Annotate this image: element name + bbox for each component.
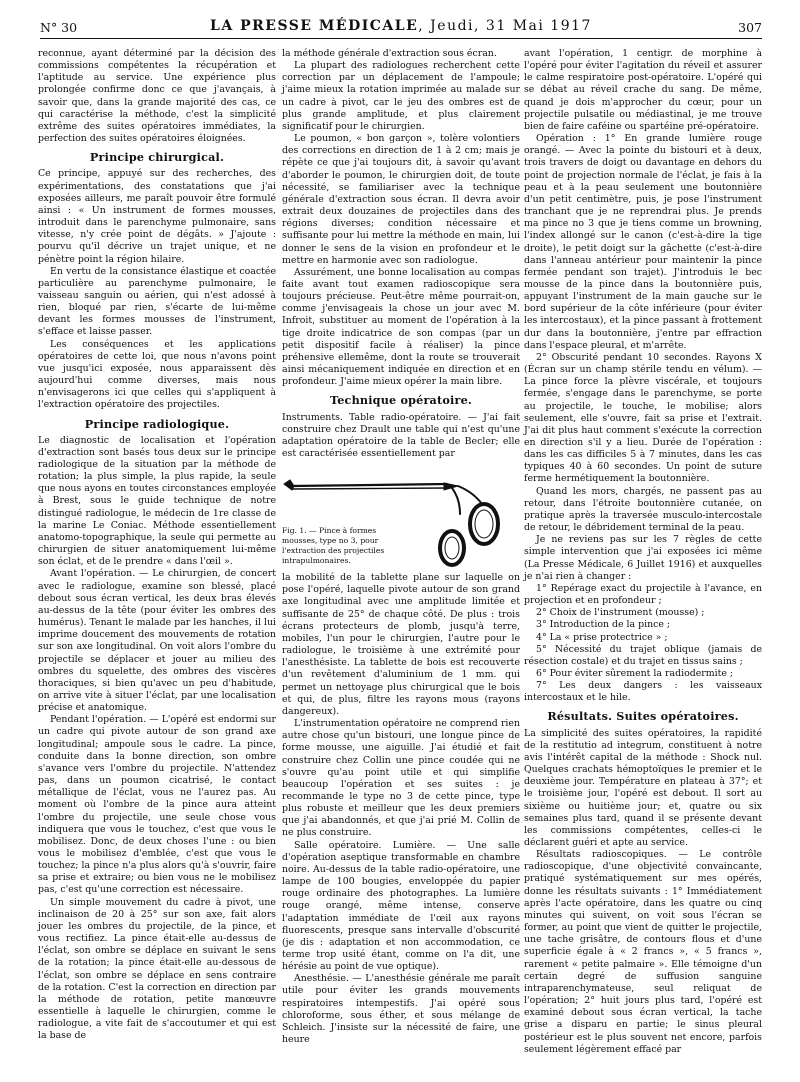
section-heading: Principe chirurgical. (89, 150, 225, 165)
paragraph: L'instrumentation opératoire ne comprend rien autre chose qu'un bistouri, une longue pince de forme mousse, une aiguille. J'ai étudié et fait construire chez Collin une pince coudée qui ne s'ouvre qu'au point utile et qui simplifie beaucoup l'opération et ses suites : je recommande le type no 3 de cette pince, type plus robuste et meilleur que les deux premiers que j'ai abandonnés, et que j'ai prié M. Collin de ne plus construire. (282, 718, 520, 839)
paragraph: Ce principe, appuyé sur des recherches, des expérimentations, des constatations que j'ai exposées ailleurs, me paraît pouvoir être formulé ainsi : « Un instrument de formes mousses, introduit dans le parenchyme pulmonaire, sans vitesse, n'y crée point de dégâts. » J'ajoute : pourvu qu'il décrive un trajet unique, et ne pénètre point la région hilaire. (38, 168, 276, 265)
section-heading: Résultats. Suites opératoires. (547, 709, 739, 724)
section-heading: Principe radiologique. (84, 416, 230, 431)
rule-item: 3° Introduction de la pince ; (536, 619, 671, 631)
paragraph: la méthode générale d'extraction sous écran. (282, 48, 497, 59)
rule-item: 5° Nécessité du trajet oblique (jamais de résection costale) et du trajet en tissus sains ; (524, 643, 762, 667)
paragraph: Le poumon, « bon garçon », tolère volontiers des corrections en direction de 1 à 2 cm; mais je répète ce que j'ai toujours dit, à savoir qu'avant d'aborder le poumon, le chirurgien doit, de toute nécessité, se familiariser avec la technique générale d'extraction sous écran. Il devra avoir extrait deux douzaines de projectiles dans des régions diverses; condition nécessaire et suffisante pour lui mettre la méthode en main, lui donner le sens de la vision en profondeur et le mettre en harmonie avec son radiologue. (282, 133, 520, 266)
paragraph: La plupart des radiologues recherchent cette correction par un déplacement de l'ampoule; j'aime mieux la rotation imprimée au malade sur un cadre à pivot, car le jeu des ombres est de plus grande amplitude, et plus clairement significatif pour le chirurgien. (282, 60, 520, 132)
paragraph: Un simple mouvement du cadre à pivot, une inclinaison de 20 à 25° sur son axe, fait alors jouer les ombres du projectile, de la pince, et vous rectifiez. La pince était-elle au-dessus de l'éclat, son ombre se déplace en suivant le sens de la rotation; la pince était-elle au-dessous de l'éclat, son ombre se déplace en sens contraire de la rotation. C'est la correction en direction par la méthode de rotation, petite manœuvre essentielle à laquelle le chirurgien, comme le radiologue, a vite fait de s'accoutumer et qui est la base de (38, 896, 276, 1042)
figure-forceps (282, 474, 522, 570)
paragraph: avant l'opération, 1 centigr. de morphine à l'opéré pour éviter l'agitation du réveil et assurer le calme respiratoire post-opératoire. L'opéré qui se débat au réveil crache du sang. De même, quand je dois m'approcher du cœur, pour un projectile pulsatile ou médiastinal, je me trouve bien de faire caféine ou spartéine pré-opératoire. (524, 48, 762, 132)
paragraph: Avant l'opération. — Le chirurgien, de concert avec le radiologue, examine son blessé, placé debout sous écran vertical, les deux bras élevés au-dessus de la tête (pour éviter les ombres des humérus). Tenant le malade par les hanches, il lui imprime doucement des mouvements de rotation sur son axe longitudinal. On voit alors l'ombre du projectile se déplacer et jouer au milieu des ombres du squelette, des ombres des viscères thoraciques, si bien qu'avec un peu d'habitude, on arrive vite à situer l'éclat, par une localisation précise et anatomique. (38, 568, 276, 714)
paragraph: Anesthésie. — L'anesthésie générale me paraît utile pour éviter les grands mouvements respiratoires intempestifs. J'ai opéré sous chloroforme, sous éther, et sous mélange de Schleich. J'insiste sur la nécessité de faire, une heure (282, 973, 520, 1046)
running-header (40, 16, 762, 39)
paragraph: Assurément, une bonne localisation au compas faite avant tout examen radioscopique sera toujours précieuse. Peut-être même pourrait-on, comme j'envisageais la chose un jour avec M. Infroit, substituer au moment de l'opération à la tige droite indicatrice de son compas (par un petit dispositif facile à réaliser) la pince préhensive ellemême, dont la route se trouverait ainsi mécaniquement indiquée en direction et en profondeur. J'aime mieux opérer la main libre. (282, 266, 520, 388)
rule-item: 1° Repérage exact du projectile à l'avance, en projection et en profondeur ; (524, 582, 762, 607)
paragraph: Pendant l'opération. — L'opéré est endormi sur un cadre qui pivote autour de son grand axe longitudinal; ampoule sous le cadre. La pince, conduite dans la bonne direction, son ombre s'avance vers l'ombre du projectile. N'attendez pas, dans un poumon cicatrisé, le contact métallique de l'éclat, vous ne l'aurez pas. Au moment où l'ombre de la pince aura atteint l'ombre du projectile, une seule chose vous indiquera que vous le touchez, c'est que vous le mobilisez. Donc, de deux choses l'une : ou bien vous le mobilisez d'emblée, c'est que vous le touchez; la pince n'a plus alors qu'à s'ouvrir, faire sa prise et extraire; ou bien vous ne le mobilisez pas, c'est qu'une correction est nécessaire. (38, 714, 276, 896)
issue-date: , Jeudi, 31 Mai 1917 (418, 18, 592, 34)
paragraph: En vertu de la consistance élastique et coactée particulière au parenchyme pulmonaire, le vaisseau sanguin ou aérien, qui n'est adossé à rien, bloqué par rien, s'écarte de lui-même devant les formes mousses de l'instrument, s'efface et laisse passer. (38, 265, 276, 338)
column-3 (524, 48, 762, 1056)
paragraph: Salle opératoire. Lumière. — Une salle d'opération aseptique transformable en chambre noire. Au-dessus de la table radio-opératoire, une lampe de 100 bougies, enveloppée du papier rouge ordinaire des photographes. La lumière rouge orangé, même intense, conserve l'adaptation immédiate de l'œil aux rayons fluorescents, presque sans intervalle d'obscurité (je dis : adaptation et non accommodation, ce terme trop usité étant, comme on l'a dit, une hérésie au point de vue optique). (282, 839, 520, 973)
paragraph: Je ne reviens pas sur les 7 règles de cette simple intervention que j'ai exposées ici même (La Presse Médicale, 6 Juillet 1916) et auxquelles je n'ai rien à changer : (524, 534, 762, 582)
paragraph: Le diagnostic de localisation et l'opération d'extraction sont basés tous deux sur le principe radiologique de la situation par la méthode de rotation; la plus simple, la plus rapide, la seule que nous ayons en toutes circonstances employée à Brest, sous le guide technique de notre distingué radiologue, le médecin de 1re classe de la marine Le Coniac. Méthode essentiellement anatomo-topographique, la seule qui permette au chirurgien de situer anatomiquement lui-même son éclat, et de le prendre « dans l'œil ». (38, 434, 276, 568)
paragraph: Les conséquences et les applications opératoires de cette loi, que nous n'avons point vue jusqu'ici exposée, nous apparaissent dès aujourd'hui comme diverses, mais nous n'envisagerons ici que celles qui s'appliquent à l'extraction opératoire des projectiles. (38, 338, 276, 411)
issue-number: N° 30 (40, 20, 78, 35)
rule-item: 6° Pour éviter sûrement la radiodermite ; (536, 667, 734, 679)
rule-item: 4° La « prise protectrice » ; (536, 631, 668, 643)
page-folio: 307 (738, 20, 762, 35)
paragraph: reconnue, ayant déterminé par la décision des commissions compétentes la récupération et l'aptitude au service. Une expérience plus prolongée confirme donc ce que j'avançais, à savoir que, dans la grande majorité des cas, ce qui caractérise la méthode, c'est la simplicité extrême des suites opératoires immédiates, la perfection des suites opératoires éloignées. (38, 48, 276, 145)
section-heading: Technique opératoire. (330, 393, 472, 408)
paragraph: La simplicité des suites opératoires, la rapidité de la restitutio ad integrum, constituent à notre avis l'intérêt capital de la méthode : Shock nul. Quelques crachats hémoptoïques le premier et le deuxième jour. Température en plateau à 37°; et le troisième jour, l'opéré est debout. Il sort au sixième ou huitième jour; et, quatre ou six semaines plus tard, quand il se présente devant les commissions compétentes, celles-ci le déclarent guéri et apte au service. (524, 727, 762, 848)
paragraph: Opération : 1° En grande lumière rouge orangé. — Avec la pointe du bistouri et à deux, trois travers de doigt ou davantage en dehors du point de projection normale de l'éclat, je fais à la peau et à la peau seulement une boutonnière d'un petit centimètre, puis, je pose l'instrument tranchant que je ne reprendrai plus. Je prends ma pince no 3 que je tiens comme un browning, l'index allongé sur le canon (c'est-à-dire la tige droite), le petit doigt sur la gâchette (c'est-à-dire dans l'anneau antérieur pour maintenir la pince fermée pendant son trajet). J'introduis le bec mousse de la pince dans la boutonnière puis, appuyant l'instrument de la main gauche sur le bord supérieur de la côte inférieure (pour éviter les intercostaux), et la pince passant à frottement dur dans la boutonnière, j'entre par effraction dans l'espace pleural, et m'arrête. (524, 133, 762, 351)
figure-caption: Fig. 1. — Pince à formes mousses, type no 3, pour l'extraction des projectiles intrapulmonaires. (282, 526, 385, 565)
paragraph: Quand les mors, chargés, ne passent pas au retour, dans l'étroite boutonnière cutanée, on pratique après la traversée musculo-intercostale de retour, le débridement terminal de la peau. (524, 485, 762, 534)
rule-item: 2° Choix de l'instrument (mousse) ; (536, 607, 705, 619)
paragraph: 2° Obscurité pendant 10 secondes. Rayons X (Écran sur un champ stérile tendu en vélum). — La pince force la plèvre viscérale, et toujours fermée, s'engage dans le parenchyme, se porte au projectile, le touche, le mobilise; alors seulement, elle s'ouvre, fait sa prise et l'extrait. J'ai dit plus haut comment s'exécute la correction en direction s'il y a lieu. Durée de l'opération : dans les cas difficiles 5 à 7 minutes, dans les cas typiques 40 à 60 secondes. Un point de suture ferme hermétiquement la boutonnière. (524, 351, 762, 485)
rule-item: 7° Les deux dangers : les vaisseaux intercostaux et le hile. (524, 680, 762, 704)
paragraph: Résultats radioscopiques. — Le contrôle radioscopique, d'une objectivité convaincante, pratiqué systématiquement sur mes opérés, donne les résultats suivants : 1° Immédiatement après l'acte opératoire, dans les quatre ou cinq minutes qui suivent, on voit sous l'écran se former, au point que vient de quitter le projectile, une tache grisâtre, de contours flous et d'une superficie égale à « 2 francs », « 5 francs », rarement « petite palmaire ». Elle témoigne d'un certain degré de suffusion sanguine intraparenchymateuse, seul reliquat de l'opération; 2° huit jours plus tard, l'opéré est examiné debout sous écran vertical, la tache grise a disparu en partie; le sinus pleural postérieur est le plus souvent net encore, parfois seulement légèrement effacé par (524, 849, 762, 1055)
paragraph: la mobilité de la tablette plane sur laquelle on pose l'opéré, laquelle pivote autour de son grand axe longitudinal avec une amplitude limitée et suffisante de 25° de chaque côté. De plus : trois écrans protecteurs de plomb, jusqu'à terre, mobiles, l'un pour le chirurgien, l'autre pour le radiologue, le troisième à une extrémité pour l'anesthésiste. La tablette de bois est recouverte d'un revêtement d'aluminium de 1 mm. qui permet un nettoyage plus chirurgical que le bois et qui, de plus, filtre les rayons mous (rayons dangereux). (282, 572, 520, 717)
journal-title: LA PRESSE MÉDICALE (210, 18, 419, 34)
paragraph: Instruments. Table radio-opératoire. — J'ai fait construire chez Drault une table qui n'est qu'une adaptation opératoire de la table de Becler; elle est caractérisée essentiellement par (282, 411, 520, 459)
column-1 (38, 48, 276, 1043)
journal-title-line (40, 18, 762, 34)
